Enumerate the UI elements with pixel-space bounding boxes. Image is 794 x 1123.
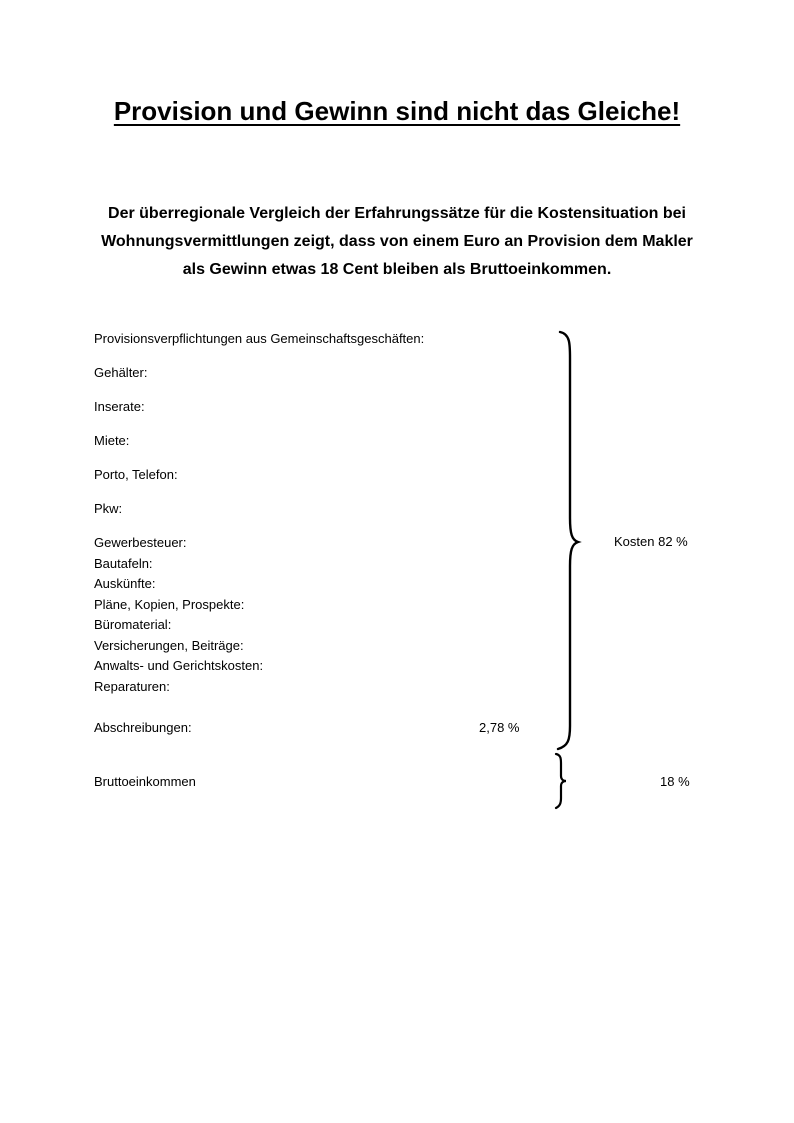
cost-label: Pläne, Kopien, Prospekte: — [94, 597, 245, 612]
cost-label: Büromaterial: — [94, 617, 172, 632]
cost-value: 2,78 % — [479, 720, 520, 735]
kosten-total: Kosten 82 % — [614, 534, 688, 549]
intro-line-2: Wohnungsvermittlungen zeigt, dass von einem Euro an Provision dem Makler — [101, 233, 693, 250]
intro-line-3: als Gewinn etwas 18 Cent bleiben als Bruttoeinkommen. — [182, 261, 612, 278]
cost-label: Abschreibungen: — [94, 720, 192, 735]
cost-label: Anwalts- und Gerichtskosten: — [94, 658, 264, 673]
cost-label: Porto, Telefon: — [94, 467, 178, 482]
brutto-value: 18 % — [660, 774, 690, 789]
cost-label: Pkw: — [94, 501, 123, 516]
cost-label: Inserate: — [94, 399, 145, 414]
cost-label: Bautafeln: — [94, 556, 153, 571]
brutto-brace — [550, 752, 574, 810]
cost-label: Reparaturen: — [94, 679, 170, 694]
cost-brace — [548, 328, 588, 753]
cost-label: Miete: — [94, 433, 130, 448]
intro-line-1: Der überregionale Vergleich der Erfahrungssätze für die Kostensituation bei — [108, 205, 686, 222]
cost-label: Gehälter: — [94, 365, 148, 380]
cost-label: Provisionsverpflichtungen aus Gemeinschaftsgeschäften: — [94, 331, 425, 346]
cost-label: Auskünfte: — [94, 576, 156, 591]
intro-paragraph — [80, 200, 714, 284]
brutto-label: Bruttoeinkommen — [94, 774, 196, 789]
cost-label: Versicherungen, Beiträge: — [94, 638, 244, 653]
cost-label: Gewerbesteuer: — [94, 535, 187, 550]
page-title: Provision und Gewinn sind nicht das Gleiche! — [113, 96, 681, 126]
